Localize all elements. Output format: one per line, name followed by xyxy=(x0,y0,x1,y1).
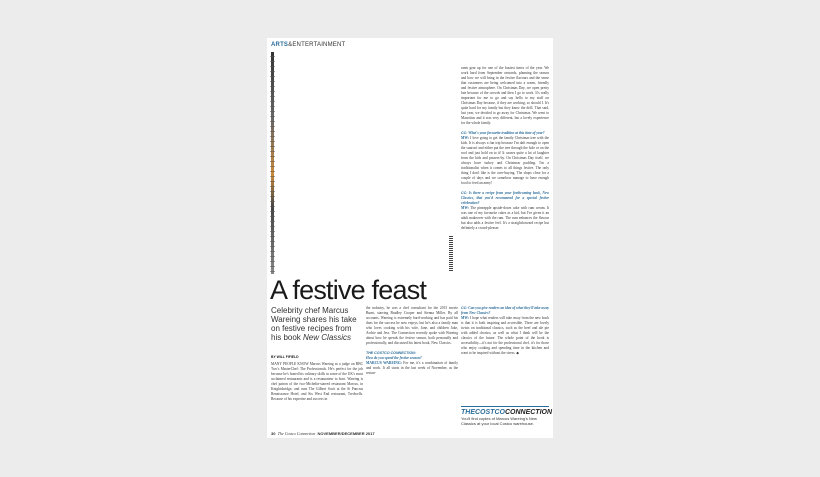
answer-label: MARCUS WAREING: xyxy=(366,361,402,365)
connection-costco: COSTCO xyxy=(475,409,505,416)
answer-text: I hope what readers will take away from the new book is that it is both inspiring and accessible. There are lovely twists on traditional classics, such as the beef and ale pie with added chorizo, as well as what I think will be the classics of the future. The whole point of the book is accessibility—it's not for the professional chef, it's for those who enjoy cooking and spending time in the kitchen and want to be inspired without the stress. ◆ xyxy=(461,316,549,355)
question-text: Is there a recipe from your forthcoming book, New Classics, that you'd recommend for a special festive celebration? xyxy=(461,191,549,205)
deck xyxy=(271,306,363,342)
publication-name: The Costco Connection xyxy=(277,431,316,436)
question-text: Can you give readers an idea of what they'll take away from New Classics? xyxy=(461,306,549,315)
connection-text: You'll find copies of Marcus Wareing's New Classics at your local Costco warehouse. xyxy=(461,416,537,426)
answer-label: MW: xyxy=(461,136,469,140)
question-text: What's your favourite tradition at this time of year? xyxy=(468,131,545,135)
body-column-3-bottom xyxy=(461,306,549,404)
deck-text: Celebrity chef Marcus Wareing shares his take on festive recipes from his book xyxy=(271,306,357,342)
question-label: CC: xyxy=(461,131,468,135)
answer-label: MW: xyxy=(461,316,469,320)
byline: BY WILL FIFIELD xyxy=(271,355,299,359)
section-label xyxy=(271,42,345,48)
photo-credit xyxy=(449,236,453,272)
answer-text: I love going to get the family Christmas tree with the kids. It is always a fun trip because I'm daft enough to open the sunroof and either put the tree through the hole or on the roof and just hold on to it! It causes quite a lot of laughter from the kids and passers-by. On Christmas Day itself, we always have turkey and Christmas pudding. I'm a traditionalist when it comes to all things festive. The only thing I don't like is the over-buying. The shops close for a couple of days and we somehow manage to have enough food to feed an army! xyxy=(461,136,549,185)
page-number: 30 xyxy=(271,431,276,436)
question-label: THE COSTCO CONNECTION: xyxy=(366,351,416,355)
answer-text: For me, it's a combination of family and work. It all starts in the last week of November, as the restau- xyxy=(366,361,458,375)
costco-connection-box xyxy=(461,406,553,433)
headline: A festive feast xyxy=(270,275,427,305)
magazine-page xyxy=(267,38,553,438)
question-text: How do you spend the festive season? xyxy=(366,356,422,360)
body-column-2 xyxy=(366,306,458,434)
section-entertainment: &ENTERTAINMENT xyxy=(288,42,346,48)
body-paragraph: rants gear up for one of the busiest times of the year. We work hard from September onwards, planning the season and how we will bring in the festive flavours and the sense that customers are being welcomed into a warm, friendly and festive atmosphere. On Christmas Day, we open pretty late because of the crowds and then I go to work. It's really important for me to go and say hello to my staff on Christmas Day because, if they are working, so should I. It's quite hard for my family but they know the drill. That said, last year, we decided to go away for Christmas. We went to Mauritius and it was very different, but a lovely experience for the whole family. xyxy=(461,66,549,125)
question-label: CC: xyxy=(461,306,468,310)
body-column-3-top xyxy=(461,66,549,294)
issue-date: NOVEMBER/DECEMBER 2017 xyxy=(317,431,375,436)
photo-edge xyxy=(270,52,275,274)
body-paragraph: the industry, he was a chef consultant for the 2015 movie Burnt, starring Bradley Cooper and Sienna Miller. By all accounts, Wareing is extremely hard-working and has paid his dues for the success he now enjoys, but he's also a family man who loves cooking with his wife, Jane, and children Jake, Archie and Jess. The Connection recently spoke with Wareing about how he spends the festive season, both personally and professionally, and discussed his latest book, New Classics. xyxy=(366,306,458,345)
body-column-1: MANY PEOPLE KNOW Marcus Wareing as a judge on BBC Two's MasterChef: The Professionals. He's perfect for the job because he's honed his culinary skills in some of the UK's most acclaimed restaurants and is a restaurateur to boot. Wareing is chef patron of the two-Michelin-starred restaurant Marcus, in Knightsbridge, and runs The Gilbert Scott at the St Pancras Renaissance Hotel, and Six West End restaurant, Tredwells. Because of his expertise and success in xyxy=(271,362,363,401)
deck-book-title: New Classics xyxy=(303,333,352,342)
question-label: CC: xyxy=(461,191,468,195)
answer-label: MW: xyxy=(461,206,469,210)
section-arts: ARTS xyxy=(271,42,289,48)
page-footer xyxy=(271,431,375,436)
connection-word: CONNECTION xyxy=(504,409,553,416)
answer-text: The pineapple upside-down cake with rum cream. It was one of my favourite cakes as a kid, but I've given it an adult makeover with the rum. The rum enhances the flavour but also adds a festive feel. It's a straightforward recipe but definitely a crowd-pleaser. xyxy=(461,206,549,230)
connection-heading xyxy=(461,409,553,416)
connection-the: THE xyxy=(461,409,475,416)
